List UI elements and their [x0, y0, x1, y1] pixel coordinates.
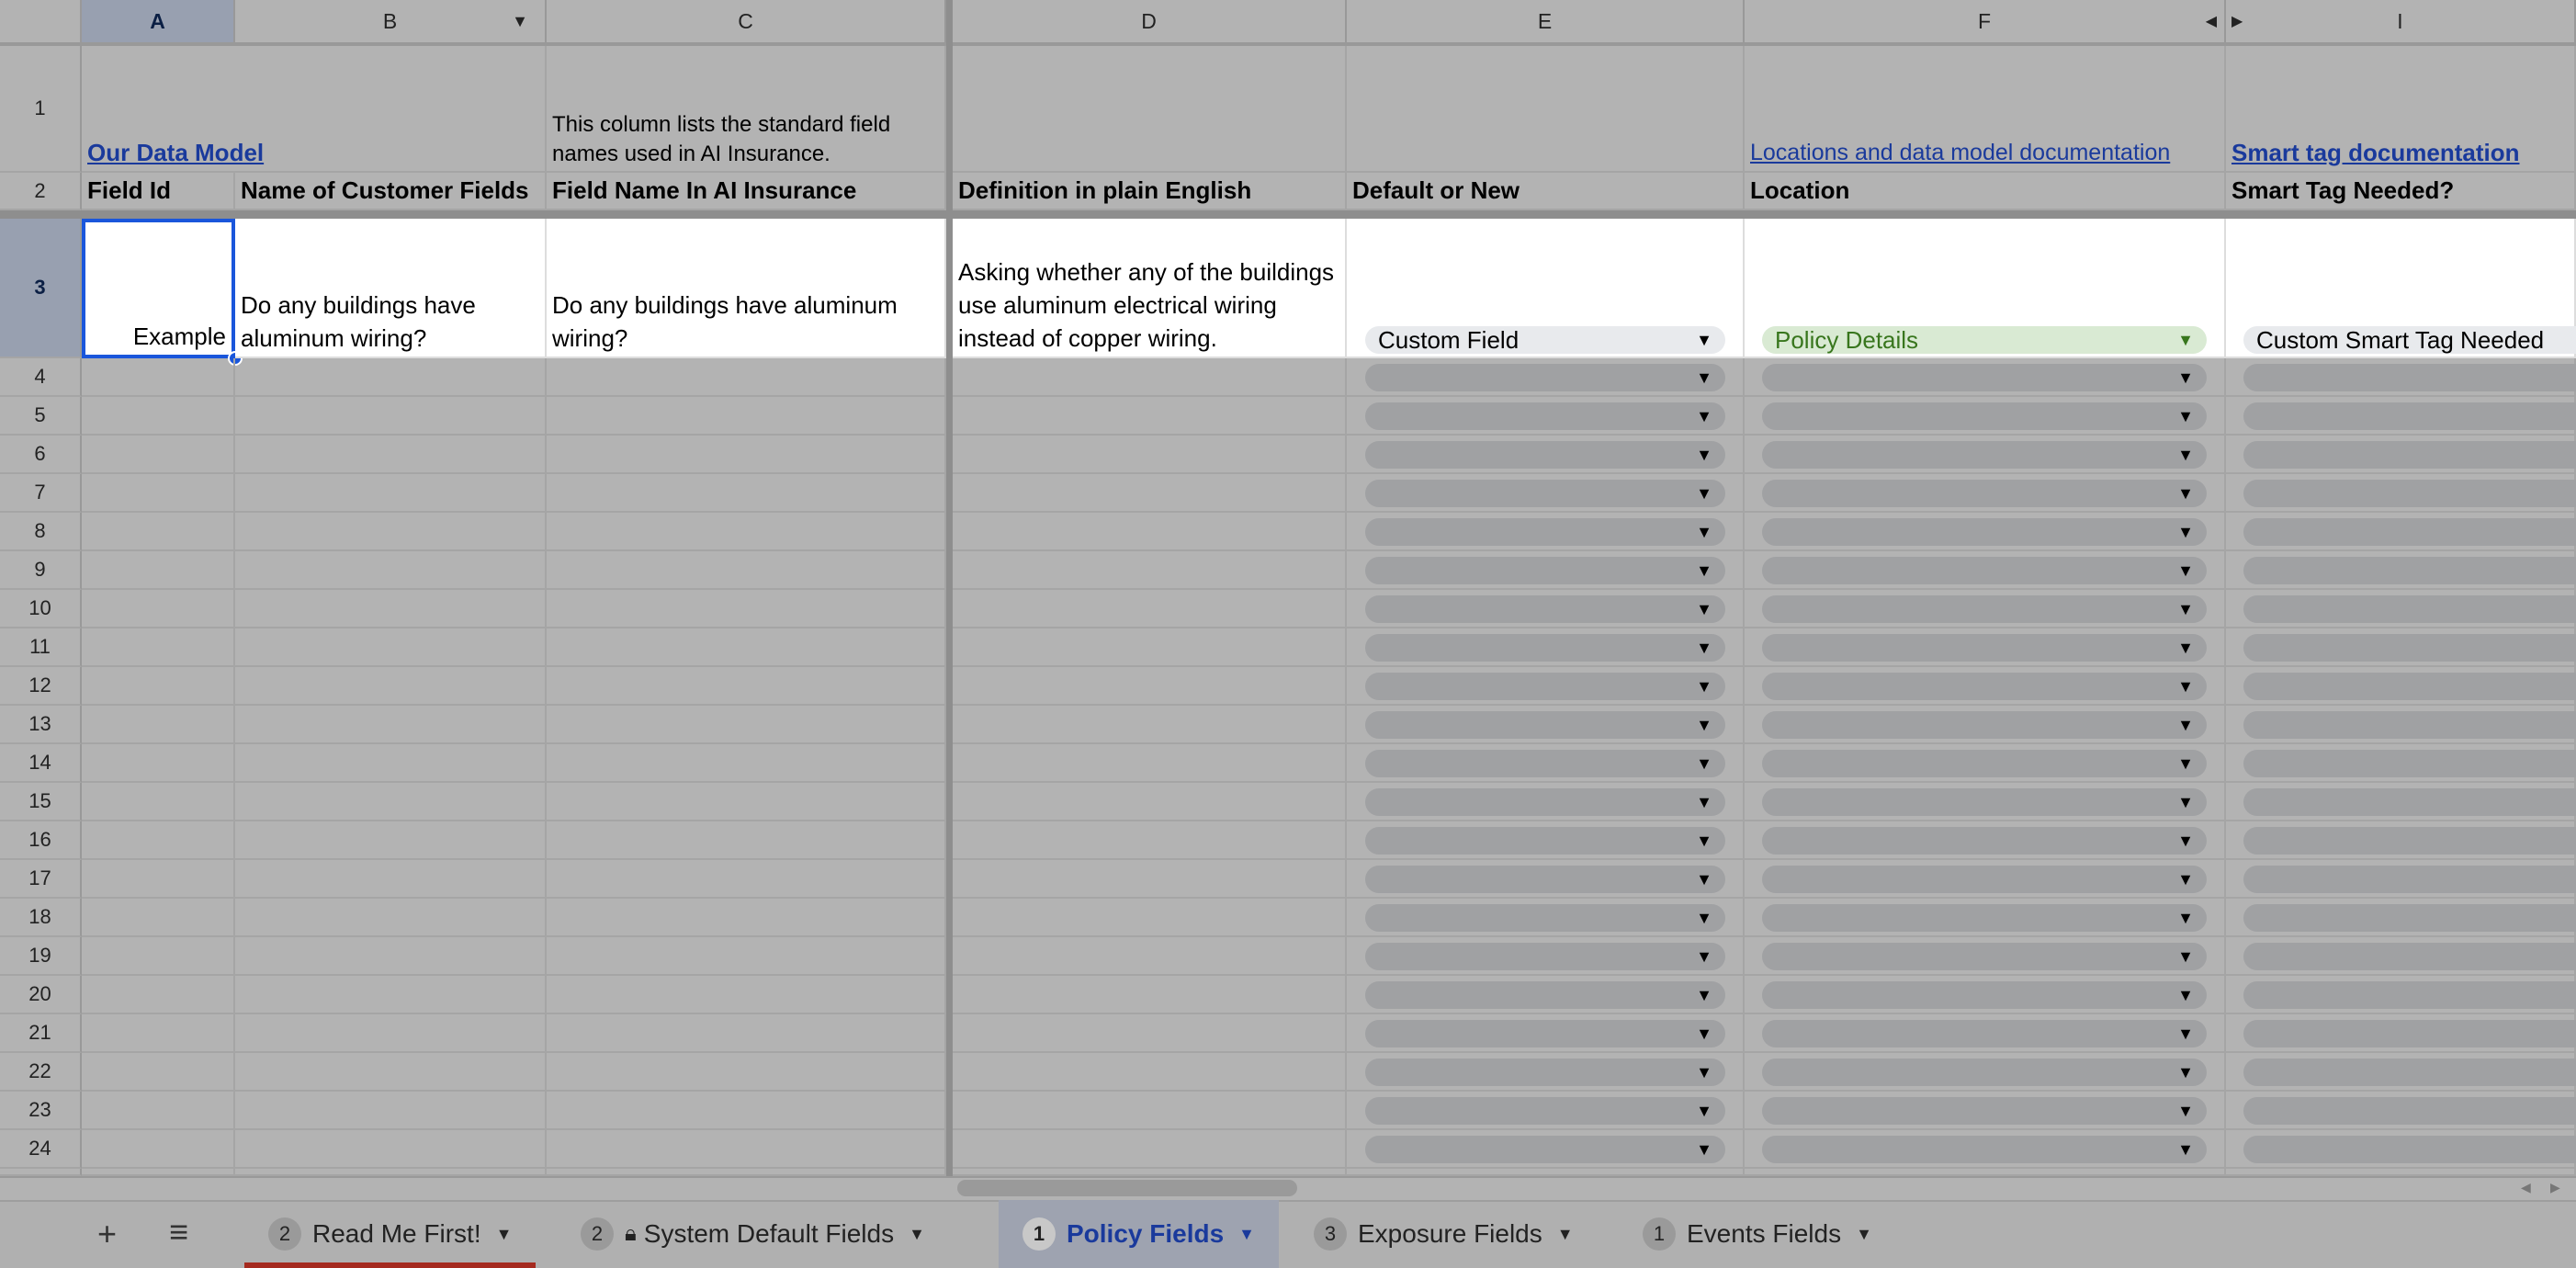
- chevron-down-icon: ▼: [1696, 831, 1712, 850]
- row-header[interactable]: 7: [0, 474, 82, 513]
- default-or-new-dropdown[interactable]: [1365, 634, 1725, 662]
- chevron-down-icon: ▼: [1696, 1062, 1712, 1081]
- column-header-d[interactable]: D: [953, 0, 1347, 46]
- chevron-down-icon: ▼: [1696, 330, 1712, 349]
- default-or-new-dropdown[interactable]: [1365, 557, 1725, 584]
- default-or-new-dropdown[interactable]: [1365, 711, 1725, 739]
- default-or-new-dropdown[interactable]: [1365, 326, 1725, 354]
- chevron-down-icon: ▼: [2177, 560, 2194, 580]
- default-or-new-dropdown[interactable]: [1365, 866, 1725, 893]
- row-header[interactable]: 13: [0, 706, 82, 744]
- chevron-down-icon: ▼: [1696, 715, 1712, 734]
- default-or-new-dropdown[interactable]: [1365, 1059, 1725, 1086]
- location-dropdown[interactable]: [1762, 981, 2207, 1009]
- row-header[interactable]: 18: [0, 899, 82, 937]
- default-or-new-dropdown[interactable]: [1365, 364, 1725, 391]
- sheet-tab[interactable]: [1619, 1200, 1896, 1268]
- empty-cell[interactable]: [953, 474, 1347, 513]
- chevron-down-icon: ▼: [1696, 1101, 1712, 1120]
- empty-cell[interactable]: [953, 744, 1347, 783]
- default-or-new-dropdown[interactable]: [1365, 595, 1725, 623]
- smart-tag-dropdown[interactable]: [2243, 866, 2576, 893]
- column-header-a[interactable]: A: [82, 0, 235, 46]
- cell-i1[interactable]: [2226, 46, 2576, 173]
- empty-cell[interactable]: [547, 358, 946, 397]
- empty-cell[interactable]: [953, 590, 1347, 628]
- empty-cell[interactable]: [953, 358, 1347, 397]
- row-header[interactable]: 20: [0, 976, 82, 1014]
- empty-cell[interactable]: [953, 706, 1347, 744]
- empty-cell[interactable]: [547, 513, 946, 551]
- empty-cell[interactable]: [82, 821, 235, 860]
- scroll-right-icon[interactable]: ▶: [2550, 1180, 2560, 1194]
- cell-d1[interactable]: [953, 46, 1347, 173]
- empty-cell[interactable]: [235, 397, 547, 436]
- row-header[interactable]: [0, 1169, 82, 1176]
- sheet-tab[interactable]: [999, 1200, 1279, 1268]
- smart-tag-dropdown[interactable]: [2243, 480, 2576, 507]
- smart-tag-dropdown[interactable]: [2243, 1097, 2576, 1125]
- row-header[interactable]: 9: [0, 551, 82, 590]
- cell-f1[interactable]: [1745, 46, 2226, 173]
- chevron-down-icon: ▼: [2177, 599, 2194, 618]
- empty-cell[interactable]: [235, 474, 547, 513]
- tab-menu-chevron-icon[interactable]: ▼: [1556, 1224, 1574, 1243]
- tab-menu-chevron-icon[interactable]: ▼: [1856, 1224, 1872, 1243]
- sheet-tab[interactable]: [557, 1200, 949, 1268]
- empty-cell[interactable]: [82, 667, 235, 706]
- smart-tag-dropdown[interactable]: [2243, 402, 2576, 430]
- row-header[interactable]: 15: [0, 783, 82, 821]
- empty-cell[interactable]: [953, 1169, 1347, 1176]
- location-dropdown[interactable]: [1762, 326, 2207, 354]
- empty-cell[interactable]: [953, 899, 1347, 937]
- chevron-down-icon: ▼: [1696, 638, 1712, 657]
- location-dropdown[interactable]: [1762, 518, 2207, 546]
- row-header[interactable]: 10: [0, 590, 82, 628]
- chevron-down-icon: ▼: [1696, 1024, 1712, 1043]
- smart-tag-dropdown[interactable]: [2243, 827, 2576, 855]
- tab-label: System Default Fields: [643, 1219, 895, 1248]
- location-dropdown[interactable]: [1762, 1059, 2207, 1086]
- smart-tag-dropdown[interactable]: [2243, 673, 2576, 700]
- empty-cell[interactable]: [82, 628, 235, 667]
- empty-cell[interactable]: [2226, 1169, 2576, 1176]
- default-or-new-dropdown[interactable]: [1365, 1097, 1725, 1125]
- location-dropdown[interactable]: [1762, 1097, 2207, 1125]
- tab-badge: 1: [1022, 1217, 1056, 1251]
- empty-cell[interactable]: [547, 1053, 946, 1092]
- chevron-down-icon: ▼: [2177, 1139, 2194, 1159]
- frozen-row-divider[interactable]: [0, 210, 2576, 219]
- all-sheets-menu-button[interactable]: ≡: [169, 1213, 189, 1251]
- empty-cell[interactable]: [82, 590, 235, 628]
- chevron-down-icon: ▼: [2177, 715, 2194, 734]
- tab-menu-chevron-icon[interactable]: ▼: [1238, 1224, 1255, 1243]
- empty-cell[interactable]: [235, 551, 547, 590]
- tab-badge: 2: [268, 1217, 301, 1251]
- smart-tag-dropdown[interactable]: [2243, 364, 2576, 391]
- empty-cell[interactable]: [235, 358, 547, 397]
- lock-icon: 🔒︎: [625, 1221, 637, 1246]
- chevron-down-icon: ▼: [1696, 560, 1712, 580]
- chevron-down-icon: ▼: [1696, 522, 1712, 541]
- empty-cell[interactable]: [547, 706, 946, 744]
- tab-label: Policy Fields: [1067, 1219, 1225, 1248]
- chevron-down-icon: ▼: [1696, 445, 1712, 464]
- cell-f2[interactable]: Location: [1745, 173, 2226, 210]
- chevron-down-icon: ▼: [1696, 406, 1712, 425]
- empty-cell[interactable]: [235, 513, 547, 551]
- location-dropdown[interactable]: [1762, 788, 2207, 816]
- tab-menu-chevron-icon[interactable]: ▼: [909, 1224, 925, 1243]
- row-header[interactable]: 23: [0, 1092, 82, 1130]
- smart-tag-dropdown[interactable]: [2243, 943, 2576, 970]
- chevron-down-icon: ▼: [2177, 445, 2194, 464]
- chevron-down-icon: ▼: [1696, 908, 1712, 927]
- smart-tag-dropdown[interactable]: [2243, 326, 2576, 354]
- empty-cell[interactable]: [82, 976, 235, 1014]
- chevron-down-icon: ▼: [1696, 985, 1712, 1004]
- empty-cell[interactable]: [82, 1053, 235, 1092]
- location-dropdown[interactable]: [1762, 557, 2207, 584]
- row-header[interactable]: 6: [0, 436, 82, 474]
- empty-cell[interactable]: [547, 436, 946, 474]
- empty-cell[interactable]: [547, 1169, 946, 1176]
- chevron-down-icon: ▼: [2177, 831, 2194, 850]
- empty-cell[interactable]: [235, 860, 547, 899]
- horizontal-scrollbar-thumb[interactable]: [957, 1180, 1297, 1196]
- column-header-i[interactable]: [2226, 0, 2576, 46]
- empty-cell[interactable]: [547, 860, 946, 899]
- empty-cell[interactable]: [547, 899, 946, 937]
- empty-cell[interactable]: [82, 1130, 235, 1169]
- empty-cell[interactable]: [547, 1130, 946, 1169]
- empty-cell[interactable]: [547, 628, 946, 667]
- chevron-down-icon: ▼: [2177, 406, 2194, 425]
- dropdown-value: Custom Smart Tag Needed: [2256, 325, 2545, 354]
- row-header-2[interactable]: 2: [0, 173, 82, 210]
- chevron-down-icon: ▼: [2177, 908, 2194, 927]
- frozen-column-divider[interactable]: [946, 0, 953, 1176]
- location-dropdown[interactable]: [1762, 480, 2207, 507]
- smart-tag-dropdown[interactable]: [2243, 750, 2576, 777]
- tab-badge: 2: [581, 1217, 614, 1251]
- dropdown-value: Policy Details: [1775, 325, 1919, 354]
- empty-cell[interactable]: [1347, 1169, 1745, 1176]
- column-header-f[interactable]: [1745, 0, 2226, 46]
- cell-i2[interactable]: Smart Tag Needed?: [2226, 173, 2576, 210]
- location-dropdown[interactable]: [1762, 673, 2207, 700]
- chevron-down-icon: ▼: [2177, 368, 2194, 387]
- empty-cell[interactable]: [82, 1092, 235, 1130]
- cell-e1[interactable]: [1347, 46, 1745, 173]
- column-label: I: [2397, 8, 2403, 33]
- location-dropdown[interactable]: [1762, 711, 2207, 739]
- empty-cell[interactable]: [953, 860, 1347, 899]
- row-header[interactable]: 11: [0, 628, 82, 667]
- empty-cell[interactable]: [953, 937, 1347, 976]
- empty-cell[interactable]: [82, 706, 235, 744]
- empty-cell[interactable]: [235, 976, 547, 1014]
- chevron-down-icon: ▼: [2177, 483, 2194, 503]
- chevron-down-icon: ▼: [2177, 869, 2194, 889]
- locations-documentation-link[interactable]: Locations and data model documentation: [1750, 140, 2171, 165]
- cell-a3-selected[interactable]: Example: [82, 219, 235, 358]
- default-or-new-dropdown[interactable]: [1365, 904, 1725, 932]
- empty-cell[interactable]: [547, 590, 946, 628]
- chevron-down-icon: ▼: [1696, 599, 1712, 618]
- empty-cell[interactable]: [547, 821, 946, 860]
- location-dropdown[interactable]: [1762, 866, 2207, 893]
- default-or-new-dropdown[interactable]: [1365, 827, 1725, 855]
- empty-cell[interactable]: [235, 744, 547, 783]
- chevron-down-icon: ▼: [1696, 1139, 1712, 1159]
- smart-tag-dropdown[interactable]: [2243, 634, 2576, 662]
- empty-cell[interactable]: [82, 397, 235, 436]
- empty-cell[interactable]: [547, 783, 946, 821]
- smart-tag-dropdown[interactable]: [2243, 595, 2576, 623]
- tab-badge: 3: [1314, 1217, 1347, 1251]
- cell-c1[interactable]: This column lists the standard field names used in AI Insurance.: [547, 46, 946, 173]
- location-dropdown[interactable]: [1762, 1136, 2207, 1163]
- empty-cell[interactable]: [953, 1014, 1347, 1053]
- row-header[interactable]: 17: [0, 860, 82, 899]
- cell-b3[interactable]: Do any buildings have aluminum wiring?: [235, 219, 547, 358]
- empty-cell[interactable]: [235, 783, 547, 821]
- location-dropdown[interactable]: [1762, 1020, 2207, 1047]
- default-or-new-dropdown[interactable]: [1365, 402, 1725, 430]
- empty-cell[interactable]: [953, 976, 1347, 1014]
- empty-cell[interactable]: [235, 1130, 547, 1169]
- chevron-down-icon: ▼: [2177, 753, 2194, 773]
- tab-badge: 1: [1643, 1217, 1676, 1251]
- empty-cell[interactable]: [547, 667, 946, 706]
- location-dropdown[interactable]: [1762, 750, 2207, 777]
- tab-label: Read Me First!: [312, 1219, 481, 1248]
- location-dropdown[interactable]: [1762, 827, 2207, 855]
- empty-cell[interactable]: [547, 551, 946, 590]
- chevron-down-icon: ▼: [2177, 1024, 2194, 1043]
- empty-cell[interactable]: [953, 628, 1347, 667]
- empty-cell[interactable]: [547, 474, 946, 513]
- empty-cell[interactable]: [953, 397, 1347, 436]
- row-header[interactable]: 24: [0, 1130, 82, 1169]
- chevron-down-icon: ▼: [1696, 676, 1712, 696]
- empty-cell[interactable]: [235, 1169, 547, 1176]
- cell-a1[interactable]: [82, 46, 547, 173]
- default-or-new-dropdown[interactable]: [1365, 1136, 1725, 1163]
- smart-tag-dropdown[interactable]: [2243, 788, 2576, 816]
- cell-b2[interactable]: Name of Customer Fields: [235, 173, 547, 210]
- row-header[interactable]: 5: [0, 397, 82, 436]
- row-header[interactable]: 8: [0, 513, 82, 551]
- chevron-down-icon: ▼: [2177, 1062, 2194, 1081]
- empty-cell[interactable]: [82, 860, 235, 899]
- smart-tag-dropdown[interactable]: [2243, 518, 2576, 546]
- empty-cell[interactable]: [82, 1014, 235, 1053]
- default-or-new-dropdown[interactable]: [1365, 943, 1725, 970]
- chevron-down-icon: ▼: [2177, 330, 2194, 349]
- smart-tag-dropdown[interactable]: [2243, 981, 2576, 1009]
- scroll-left-icon[interactable]: ◀: [2521, 1180, 2531, 1194]
- row-header[interactable]: 16: [0, 821, 82, 860]
- our-data-model-link[interactable]: Our Data Model: [87, 139, 265, 166]
- empty-cell[interactable]: [547, 937, 946, 976]
- smart-tag-dropdown[interactable]: [2243, 711, 2576, 739]
- chevron-down-icon: ▼: [2177, 638, 2194, 657]
- chevron-down-icon: ▼: [1696, 753, 1712, 773]
- column-header-c[interactable]: C: [547, 0, 946, 46]
- empty-cell[interactable]: [82, 899, 235, 937]
- default-or-new-dropdown[interactable]: [1365, 518, 1725, 546]
- empty-cell[interactable]: [547, 744, 946, 783]
- row-header[interactable]: 4: [0, 358, 82, 397]
- location-dropdown[interactable]: [1762, 364, 2207, 391]
- chevron-down-icon: ▼: [2177, 676, 2194, 696]
- cell-d2[interactable]: Definition in plain English: [953, 173, 1347, 210]
- empty-cell[interactable]: [235, 706, 547, 744]
- empty-cell[interactable]: [235, 628, 547, 667]
- row-header[interactable]: 19: [0, 937, 82, 976]
- empty-cell[interactable]: [547, 1092, 946, 1130]
- default-or-new-dropdown[interactable]: [1365, 1020, 1725, 1047]
- cell-d3[interactable]: Asking whether any of the buildings use aluminum electrical wiring instead of copper wiring.: [953, 219, 1347, 358]
- empty-cell[interactable]: [1745, 1169, 2226, 1176]
- empty-cell[interactable]: [953, 513, 1347, 551]
- column-label: B: [382, 8, 398, 33]
- default-or-new-dropdown[interactable]: [1365, 788, 1725, 816]
- row-header[interactable]: 21: [0, 1014, 82, 1053]
- empty-cell[interactable]: [235, 1053, 547, 1092]
- empty-cell[interactable]: [235, 821, 547, 860]
- empty-cell[interactable]: [953, 551, 1347, 590]
- empty-cell[interactable]: [82, 551, 235, 590]
- row-header[interactable]: 14: [0, 744, 82, 783]
- row-header[interactable]: 12: [0, 667, 82, 706]
- dropdown-value: Custom Field: [1378, 325, 1520, 354]
- empty-cell[interactable]: [82, 358, 235, 397]
- chevron-down-icon: ▼: [1696, 869, 1712, 889]
- row-header[interactable]: 22: [0, 1053, 82, 1092]
- smart-tag-documentation-link[interactable]: Smart tag documentation: [2231, 139, 2520, 166]
- tab-label: Events Fields: [1687, 1219, 1842, 1248]
- location-dropdown[interactable]: [1762, 402, 2207, 430]
- chevron-down-icon: ▼: [2177, 985, 2194, 1004]
- select-all-corner[interactable]: [0, 0, 82, 46]
- empty-cell[interactable]: [547, 397, 946, 436]
- cell-c2[interactable]: Field Name In AI Insurance: [547, 173, 946, 210]
- row-header-3[interactable]: 3: [0, 219, 82, 358]
- empty-cell[interactable]: [82, 783, 235, 821]
- cell-e2[interactable]: Default or New: [1347, 173, 1745, 210]
- empty-cell[interactable]: [953, 1130, 1347, 1169]
- sheet-tab[interactable]: [1290, 1200, 1598, 1268]
- empty-cell[interactable]: [82, 744, 235, 783]
- filter-dropdown-icon[interactable]: ▼: [512, 11, 528, 30]
- column-header-e[interactable]: E: [1347, 0, 1745, 46]
- empty-cell[interactable]: [235, 667, 547, 706]
- empty-cell[interactable]: [235, 1092, 547, 1130]
- smart-tag-dropdown[interactable]: [2243, 1136, 2576, 1163]
- tab-menu-chevron-icon[interactable]: ▼: [495, 1224, 513, 1243]
- location-dropdown[interactable]: [1762, 904, 2207, 932]
- default-or-new-dropdown[interactable]: [1365, 750, 1725, 777]
- hidden-columns-left-arrow-icon[interactable]: ◀: [2205, 14, 2217, 29]
- chevron-down-icon: ▼: [1696, 792, 1712, 811]
- sheet-tab[interactable]: [244, 1200, 536, 1268]
- hidden-columns-right-arrow-icon[interactable]: ▶: [2231, 14, 2243, 29]
- location-dropdown[interactable]: [1762, 634, 2207, 662]
- empty-cell[interactable]: [82, 1169, 235, 1176]
- empty-cell[interactable]: [235, 899, 547, 937]
- location-dropdown[interactable]: [1762, 441, 2207, 469]
- chevron-down-icon: ▼: [1696, 483, 1712, 503]
- empty-cell[interactable]: [953, 667, 1347, 706]
- empty-cell[interactable]: [235, 937, 547, 976]
- empty-cell[interactable]: [953, 1092, 1347, 1130]
- smart-tag-dropdown[interactable]: [2243, 1020, 2576, 1047]
- cell-c3[interactable]: Do any buildings have aluminum wiring?: [547, 219, 946, 358]
- empty-cell[interactable]: [235, 1014, 547, 1053]
- column-header-b[interactable]: [235, 0, 547, 46]
- column-label: F: [1977, 8, 1992, 33]
- default-or-new-dropdown[interactable]: [1365, 981, 1725, 1009]
- empty-cell[interactable]: [235, 590, 547, 628]
- chevron-down-icon: ▼: [1696, 368, 1712, 387]
- tab-color-indicator: [244, 1262, 536, 1268]
- empty-cell[interactable]: [547, 1014, 946, 1053]
- cell-a2[interactable]: Field Id: [82, 173, 235, 210]
- smart-tag-dropdown[interactable]: [2243, 904, 2576, 932]
- empty-cell[interactable]: [82, 937, 235, 976]
- empty-cell[interactable]: [953, 436, 1347, 474]
- empty-cell[interactable]: [953, 821, 1347, 860]
- empty-cell[interactable]: [82, 513, 235, 551]
- empty-cell[interactable]: [953, 1053, 1347, 1092]
- chevron-down-icon: ▼: [2177, 1101, 2194, 1120]
- chevron-down-icon: ▼: [2177, 946, 2194, 966]
- row-header-1[interactable]: 1: [0, 46, 82, 173]
- default-or-new-dropdown[interactable]: [1365, 480, 1725, 507]
- add-sheet-button[interactable]: +: [97, 1215, 118, 1252]
- smart-tag-dropdown[interactable]: [2243, 1059, 2576, 1086]
- empty-cell[interactable]: [82, 474, 235, 513]
- chevron-down-icon: ▼: [2177, 792, 2194, 811]
- smart-tag-dropdown[interactable]: [2243, 441, 2576, 469]
- smart-tag-dropdown[interactable]: [2243, 557, 2576, 584]
- location-dropdown[interactable]: [1762, 943, 2207, 970]
- chevron-down-icon: ▼: [1696, 946, 1712, 966]
- location-dropdown[interactable]: [1762, 595, 2207, 623]
- chevron-down-icon: ▼: [2177, 522, 2194, 541]
- default-or-new-dropdown[interactable]: [1365, 673, 1725, 700]
- empty-cell[interactable]: [82, 436, 235, 474]
- empty-cell[interactable]: [235, 436, 547, 474]
- empty-cell[interactable]: [547, 976, 946, 1014]
- tab-label: Exposure Fields: [1358, 1219, 1542, 1248]
- default-or-new-dropdown[interactable]: [1365, 441, 1725, 469]
- empty-cell[interactable]: [953, 783, 1347, 821]
